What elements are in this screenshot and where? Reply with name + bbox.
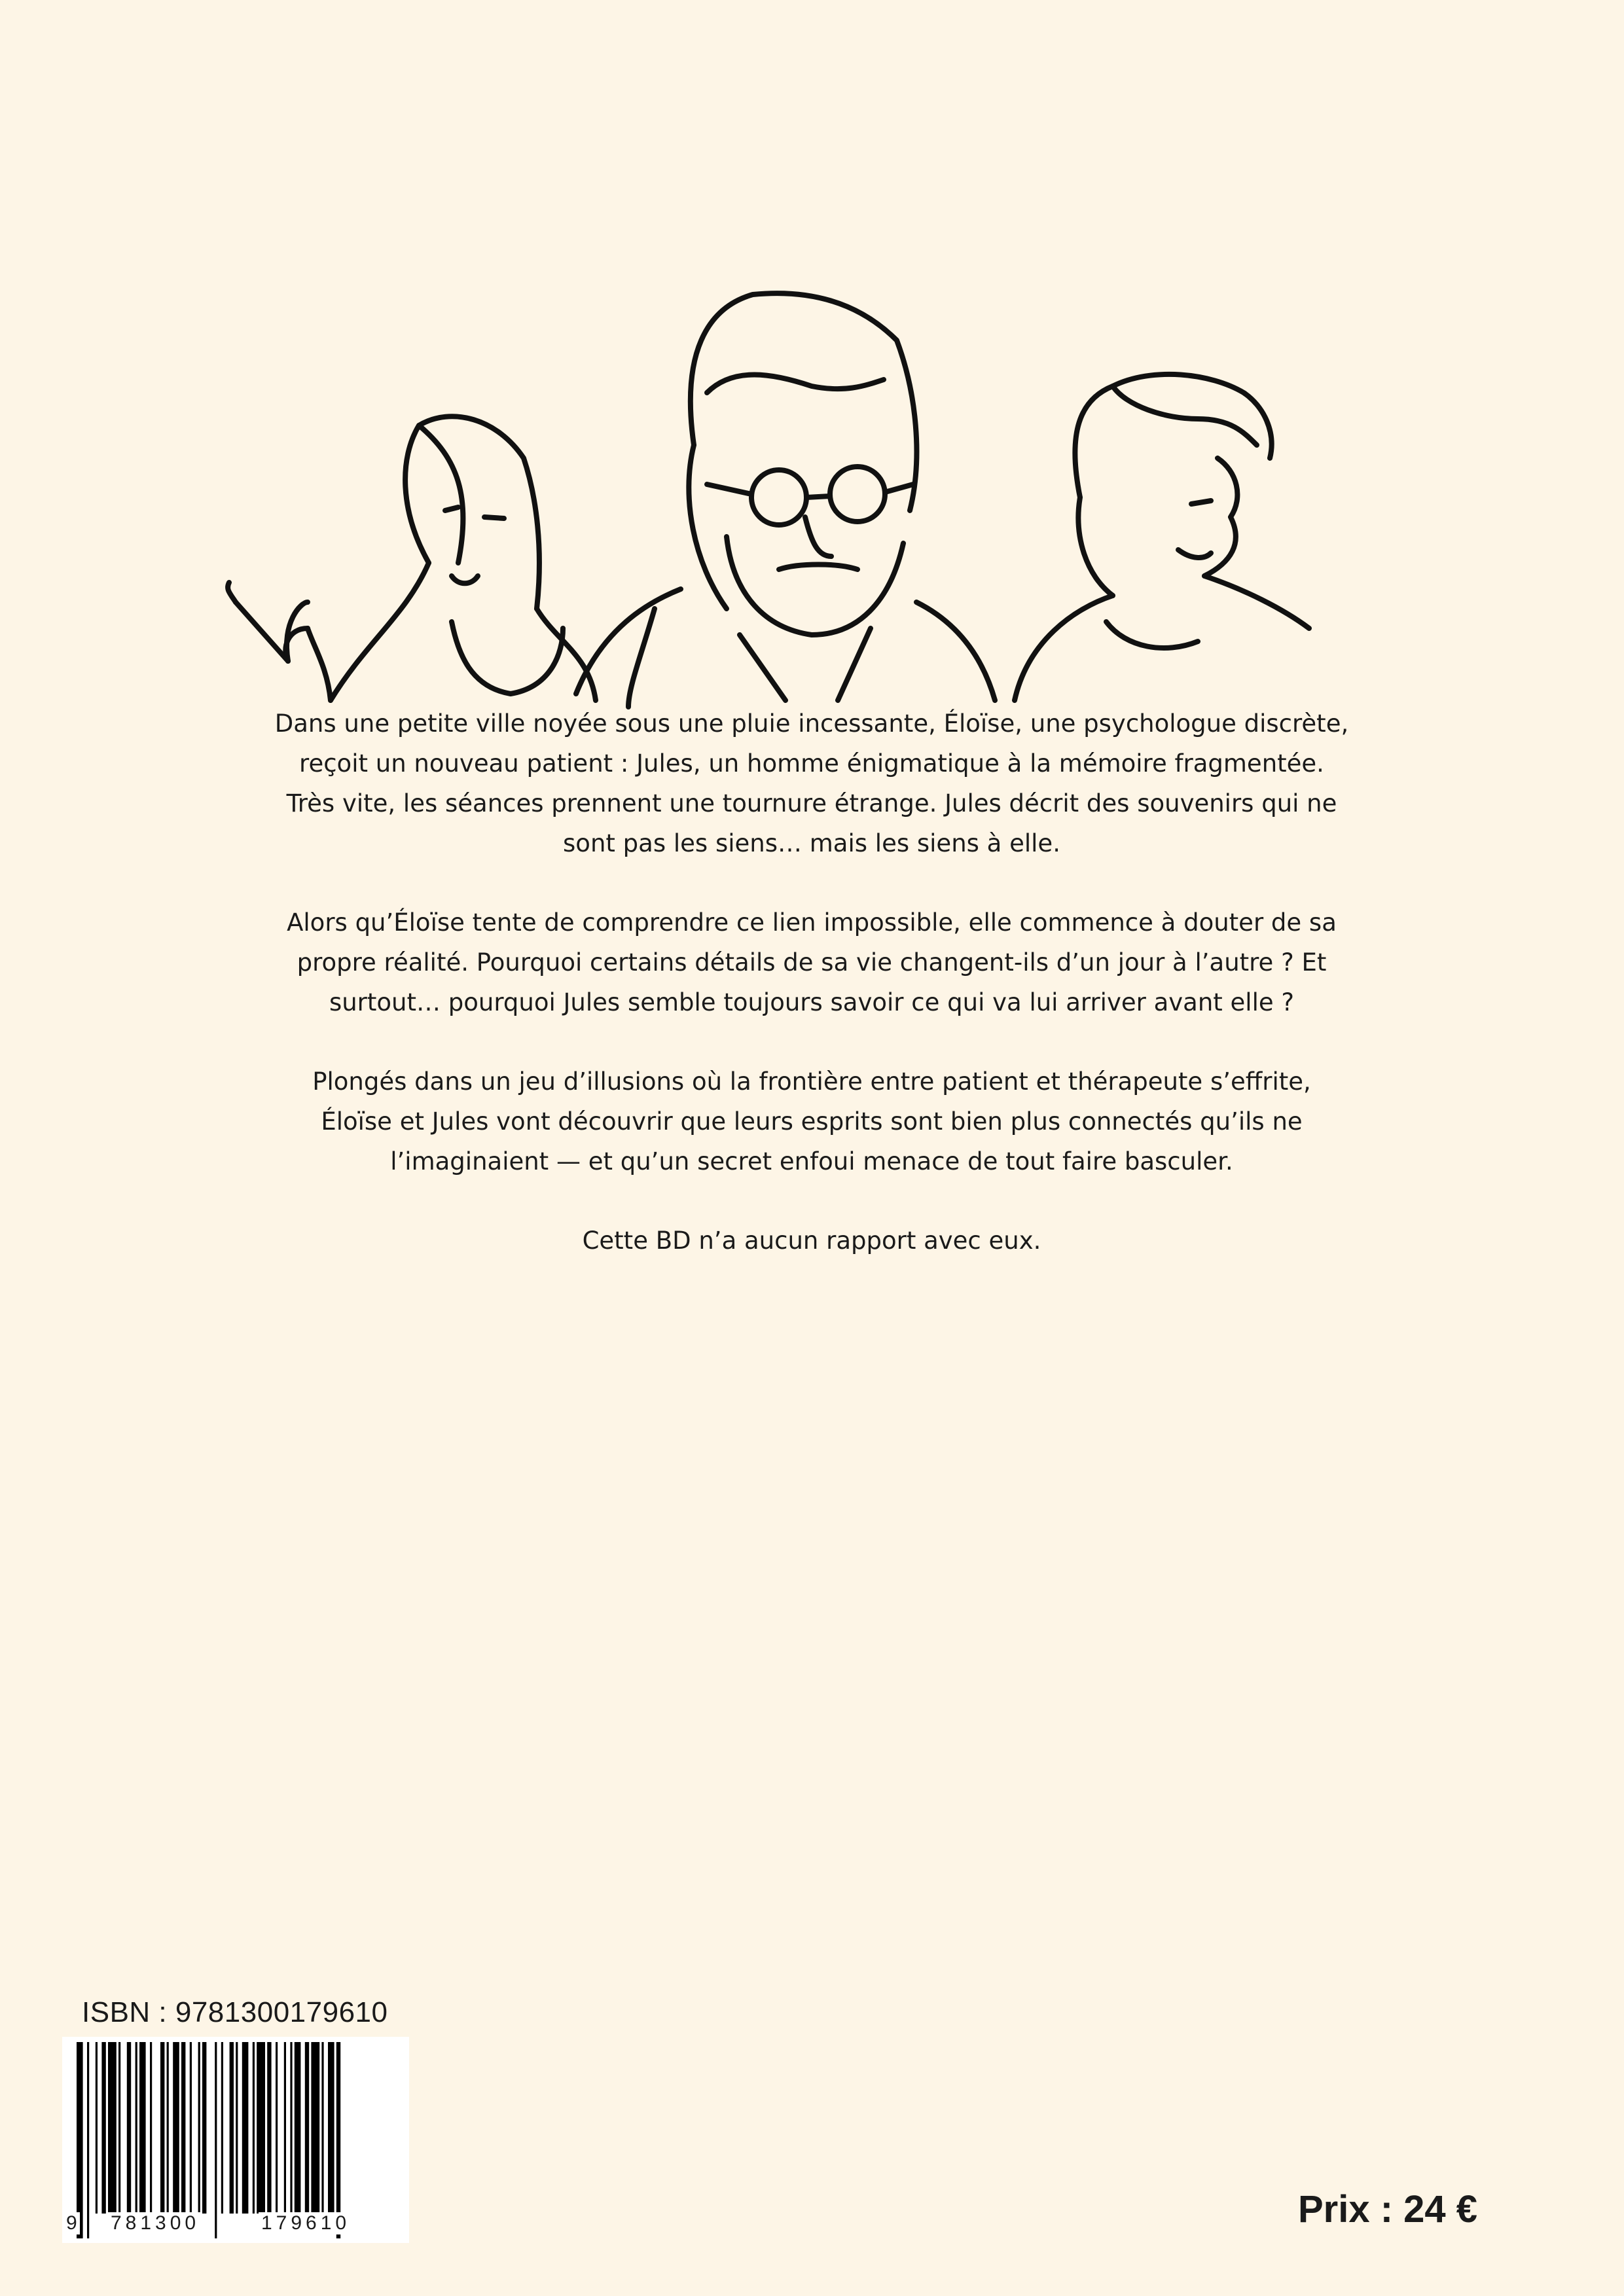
synopsis-paragraph-1 — [209, 704, 1414, 863]
cover-illustration — [0, 0, 1624, 785]
barcode-bar — [96, 2042, 98, 2214]
synopsis-paragraph-4 — [209, 1221, 1414, 1261]
barcode-bar — [77, 2042, 83, 2238]
synopsis-line: Plongés dans un jeu d’illusions où la frontière entre patient et thérapeute s’effrite, — [312, 1067, 1311, 1096]
barcode-bar — [230, 2042, 234, 2214]
synopsis-line: reçoit un nouveau patient : Jules, un homme énigmatique à la mémoire fragmentée. — [299, 749, 1324, 778]
barcode-bar — [101, 2042, 105, 2214]
synopsis — [209, 704, 1414, 1300]
barcode-bar — [253, 2042, 255, 2214]
barcode-bar — [135, 2042, 137, 2214]
barcode-bar — [257, 2042, 265, 2214]
barcode-bar — [160, 2042, 164, 2214]
barcode-bar — [221, 2042, 223, 2214]
barcode-bar — [242, 2042, 249, 2214]
barcode-bar — [190, 2042, 192, 2214]
barcode-bar — [181, 2042, 185, 2214]
barcode-bar — [328, 2042, 334, 2214]
barcode — [62, 2037, 409, 2243]
barcode-bar — [127, 2042, 131, 2214]
synopsis-line: l’imaginaient — et qu’un secret enfoui menace de tout faire basculer. — [390, 1147, 1233, 1175]
barcode-bar — [267, 2042, 271, 2214]
barcode-bar — [118, 2042, 120, 2214]
synopsis-line: propre réalité. Pourquoi certains détails de sa vie changent-ils d’un jour à l’autre ? Et — [297, 948, 1327, 977]
synopsis-line: Éloïse et Jules vont découvrir que leurs esprits sont bien plus connectés qu’ils ne — [321, 1107, 1303, 1136]
barcode-bar — [215, 2042, 217, 2238]
barcode-bar — [336, 2042, 340, 2238]
synopsis-line: Cette BD n’a aucun rapport avec eux. — [582, 1227, 1041, 1255]
barcode-bar — [284, 2042, 286, 2214]
barcode-bar — [202, 2042, 206, 2214]
barcode-bar — [321, 2042, 323, 2214]
barcode-digits-left: 781300 — [108, 2212, 202, 2234]
barcode-bar — [295, 2042, 301, 2214]
bearded-man-figure — [576, 293, 995, 707]
synopsis-line: surtout… pourquoi Jules semble toujours savoir ce qui va lui arriver avant elle ? — [329, 988, 1295, 1016]
barcode-bar — [198, 2042, 200, 2214]
barcode-bar — [290, 2042, 292, 2214]
barcode-bar — [173, 2042, 179, 2214]
woman-figure — [228, 416, 596, 700]
barcode-bar — [305, 2042, 309, 2214]
synopsis-line: Alors qu’Éloïse tente de comprendre ce lien impossible, elle commence à douter de sa — [287, 908, 1337, 937]
barcode-bar — [236, 2042, 238, 2214]
isbn-label: ISBN : 9781300179610 — [82, 1996, 388, 2028]
barcode-digit-first: 9 — [63, 2212, 80, 2234]
barcode-bar — [87, 2042, 89, 2238]
barcode-bar — [108, 2042, 117, 2214]
barcode-bar — [167, 2042, 169, 2214]
barcode-bar — [150, 2042, 152, 2214]
synopsis-paragraph-3 — [209, 1062, 1414, 1181]
barcode-digits-right: 179610 — [259, 2212, 353, 2234]
price: Prix : 24 € — [1298, 2188, 1478, 2231]
synopsis-paragraph-2 — [209, 903, 1414, 1022]
synopsis-line: sont pas les siens… mais les siens à elle. — [563, 829, 1060, 857]
barcode-bar — [311, 2042, 319, 2214]
barcode-bar — [139, 2042, 146, 2214]
synopsis-line: Dans une petite ville noyée sous une pluie incessante, Éloïse, une psychologue discrète, — [274, 709, 1349, 738]
synopsis-line: Très vite, les séances prennent une tournure étrange. Jules décrit des souvenirs qui ne — [286, 789, 1337, 817]
young-man-figure — [1015, 374, 1309, 700]
barcode-bar — [276, 2042, 278, 2214]
